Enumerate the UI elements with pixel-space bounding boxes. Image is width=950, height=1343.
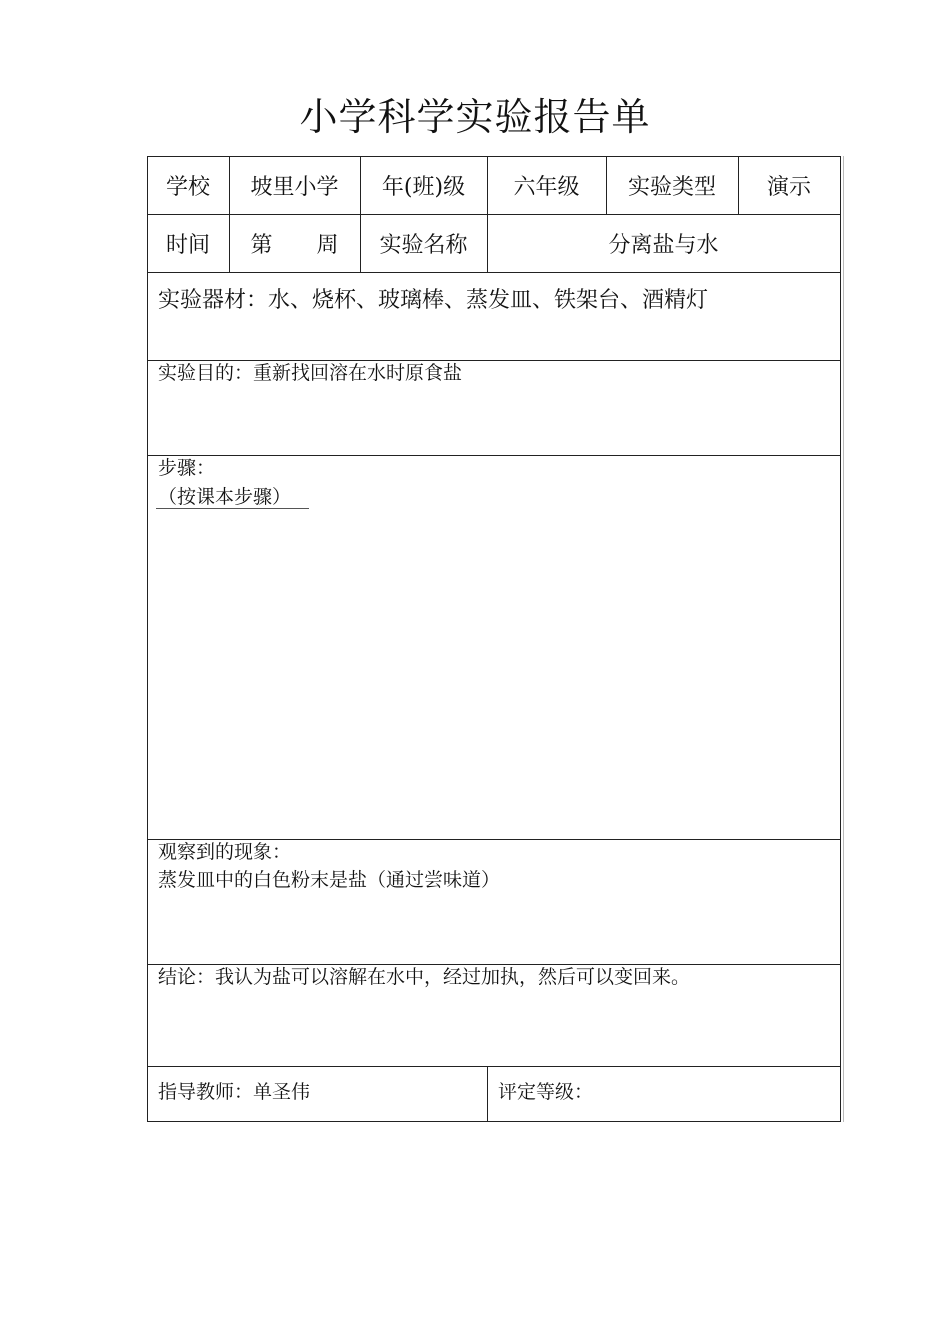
conclusion-text: 结论：我认为盐可以溶解在水中，经过加执，然后可以变回来。 — [158, 966, 691, 988]
table-border-right — [840, 156, 841, 1122]
observation-label: 观察到的现象： — [158, 841, 292, 863]
school-label: 学校 — [165, 174, 210, 200]
row-divider-4 — [147, 455, 841, 456]
row-divider-2 — [147, 272, 841, 273]
equipment-text: 实验器材：水、烧杯、玻璃棒、蒸发皿、铁架台、酒精灯 — [158, 288, 709, 313]
observation-content: 蒸发皿中的白色粉末是盐（通过尝味道） — [158, 869, 501, 891]
table-border-left — [147, 156, 148, 1122]
steps-label: 步骤： — [158, 457, 216, 479]
row-divider-7 — [147, 1066, 841, 1067]
grade-value: 六年级 — [513, 174, 580, 200]
steps-content: （按课本步骤） — [158, 486, 292, 508]
table-border-bottom — [147, 1121, 841, 1122]
teacher-text: 指导教师：单圣伟 — [158, 1081, 311, 1103]
school-value: 坡里小学 — [250, 174, 339, 200]
time-label: 时间 — [165, 232, 210, 258]
grade-label: 年(班)级 — [381, 174, 466, 200]
report-table — [147, 156, 841, 1122]
time-value: 第 周 — [250, 232, 339, 258]
report-title: 小学科学实验报告单 — [299, 95, 651, 139]
experiment-name-value: 分离盐与水 — [608, 232, 719, 258]
rating-text: 评定等级： — [498, 1081, 594, 1103]
steps-underline — [156, 508, 309, 509]
experiment-name-label: 实验名称 — [379, 232, 468, 258]
footer-divider — [487, 1066, 488, 1122]
type-label: 实验类型 — [627, 174, 716, 200]
purpose-text: 实验目的：重新找回溶在水时原食盐 — [158, 362, 463, 384]
type-value: 演示 — [766, 174, 811, 200]
table-border-right-shadow — [843, 156, 844, 1122]
